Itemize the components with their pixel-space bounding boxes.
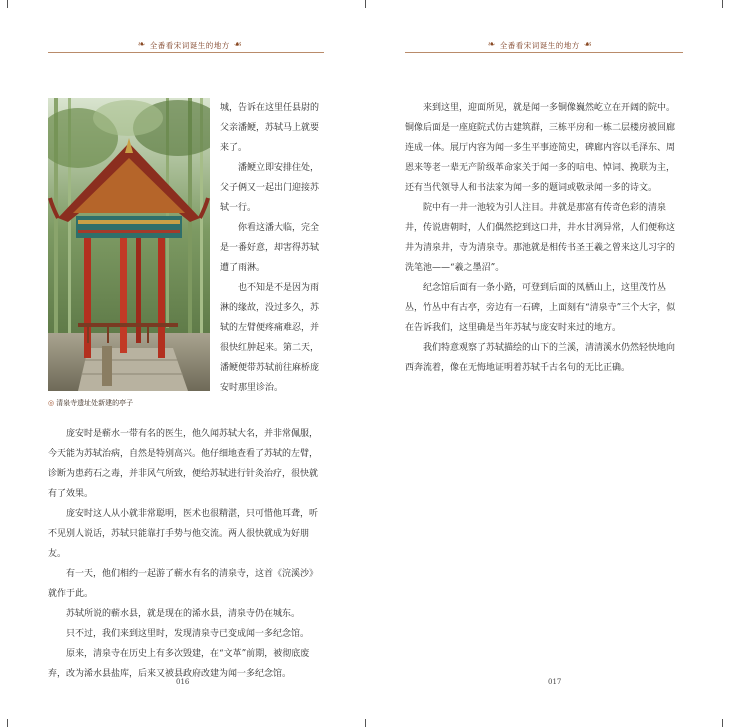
side-paragraph: 潘鲠立即安排住处，父子俩又一起出门迎接苏轼一行。 [220,163,320,213]
ornament-right-icon: ☙ [233,40,243,50]
running-head [40,38,340,52]
paragraph: 我们特意观察了苏轼描绘的山下的兰溪，清清溪水仍然轻快地向西奔流着，像在无悔地证明着苏轼千古名句的无比正确。 [405,343,676,373]
side-paragraph: 你看这潘大临，完全是一番好意，却害得苏轼遭了雨淋。 [220,223,320,273]
paragraph: 庞安时是蕲水一带有名的医生，他久闻苏轼大名，并非常佩服，今天能为苏轼治病，自然是特别高兴。他仔细地查看了苏轼的左臂，诊断为患药石之毒，并非风气所致，便给苏轼进行针灸治疗，很快就有了效果。 [48,429,319,499]
paragraph: 苏轼所说的蕲水县，就是现在的浠水县，清泉寺仍在城东。 [66,609,301,619]
page-number: 016 [176,678,190,686]
paragraph: 有一天，他们相约一起游了蕲水有名的清泉寺，这首《浣溪沙》就作于此。 [48,569,319,599]
left-body-text [48,424,324,684]
header-rule [405,52,683,53]
side-paragraph: 城，告诉在这里任县尉的父亲潘鲠，苏轼马上就要来了。 [220,103,320,153]
paragraph: 纪念馆后面有一条小路，可登到后面的凤栖山上，这里茂竹丛丛，竹丛中有古亭，旁边有一石碑，上面刻有“清泉寺”三个大字，似在告诉我们，这里确是当年苏轼与庞安时来过的地方。 [405,283,676,333]
right-body-text [405,98,683,378]
running-head-text: 全番看宋词诞生的地方 [499,40,580,50]
side-paragraph: 也不知是不是因为雨淋的缘故，没过多久，苏轼的左臂便疼痛难忍，并很快红肿起来。第二天，潘鲠便带苏轼前往麻桥庞安时那里诊治。 [220,283,320,393]
running-head [390,38,690,52]
right-page [365,0,730,727]
ornament-left-icon: ❧ [487,40,496,50]
paragraph: 庞安时这人从小就非常聪明，医术也很精湛，只可惜他耳聋，听不见别人说话，苏轼只能靠打手势与他交流。两人很快就成为好朋友。 [48,509,319,559]
ornament-left-icon: ❧ [137,40,146,50]
side-column [220,98,324,398]
photo-caption [48,398,218,408]
caption-bullet-icon: ◎ [48,399,55,407]
pavilion-photo [48,98,210,391]
paragraph: 只不过，我们来到这里时，发现清泉寺已变成闻一多纪念馆。 [66,629,310,639]
paragraph: 院中有一井一池较为引人注目。井就是那富有传奇色彩的清泉井，传说唐朝时，人们偶然挖到这口井，井水甘冽异常，人们便称这井为清泉井，寺为清泉寺。那池就是相传书圣王羲之曾来这儿习字的洗笔池——“羲之墨沼”。 [405,203,676,273]
running-head-text: 全番看宋词诞生的地方 [149,40,230,50]
paragraph: 原来，清泉寺在历史上有多次毁建，在“文革”前期，被彻底废弃，改为浠水县盐库，后来又被县政府改建为闻一多纪念馆。 [48,649,310,679]
caption-text: 清泉寺遗址处新建的亭子 [56,399,134,407]
paragraph: 来到这里，迎面所见，就是闻一多铜像巍然屹立在开阔的院中。铜像后面是一座庭院式仿古建筑群，三栋平房和一栋二层楼房被回廊连成一体。展厅内容为闻一多生平事迹简史，碑廊内容以毛泽东、周恩来等老一辈无产阶级革命家关于闻一多的唁电、悼词、挽联为主，还有当代领导人和书法家为闻一多的题词或敬录闻一多的诗文。 [405,103,676,193]
header-rule [48,52,324,53]
page-number: 017 [548,678,562,686]
ornament-right-icon: ☙ [583,40,593,50]
